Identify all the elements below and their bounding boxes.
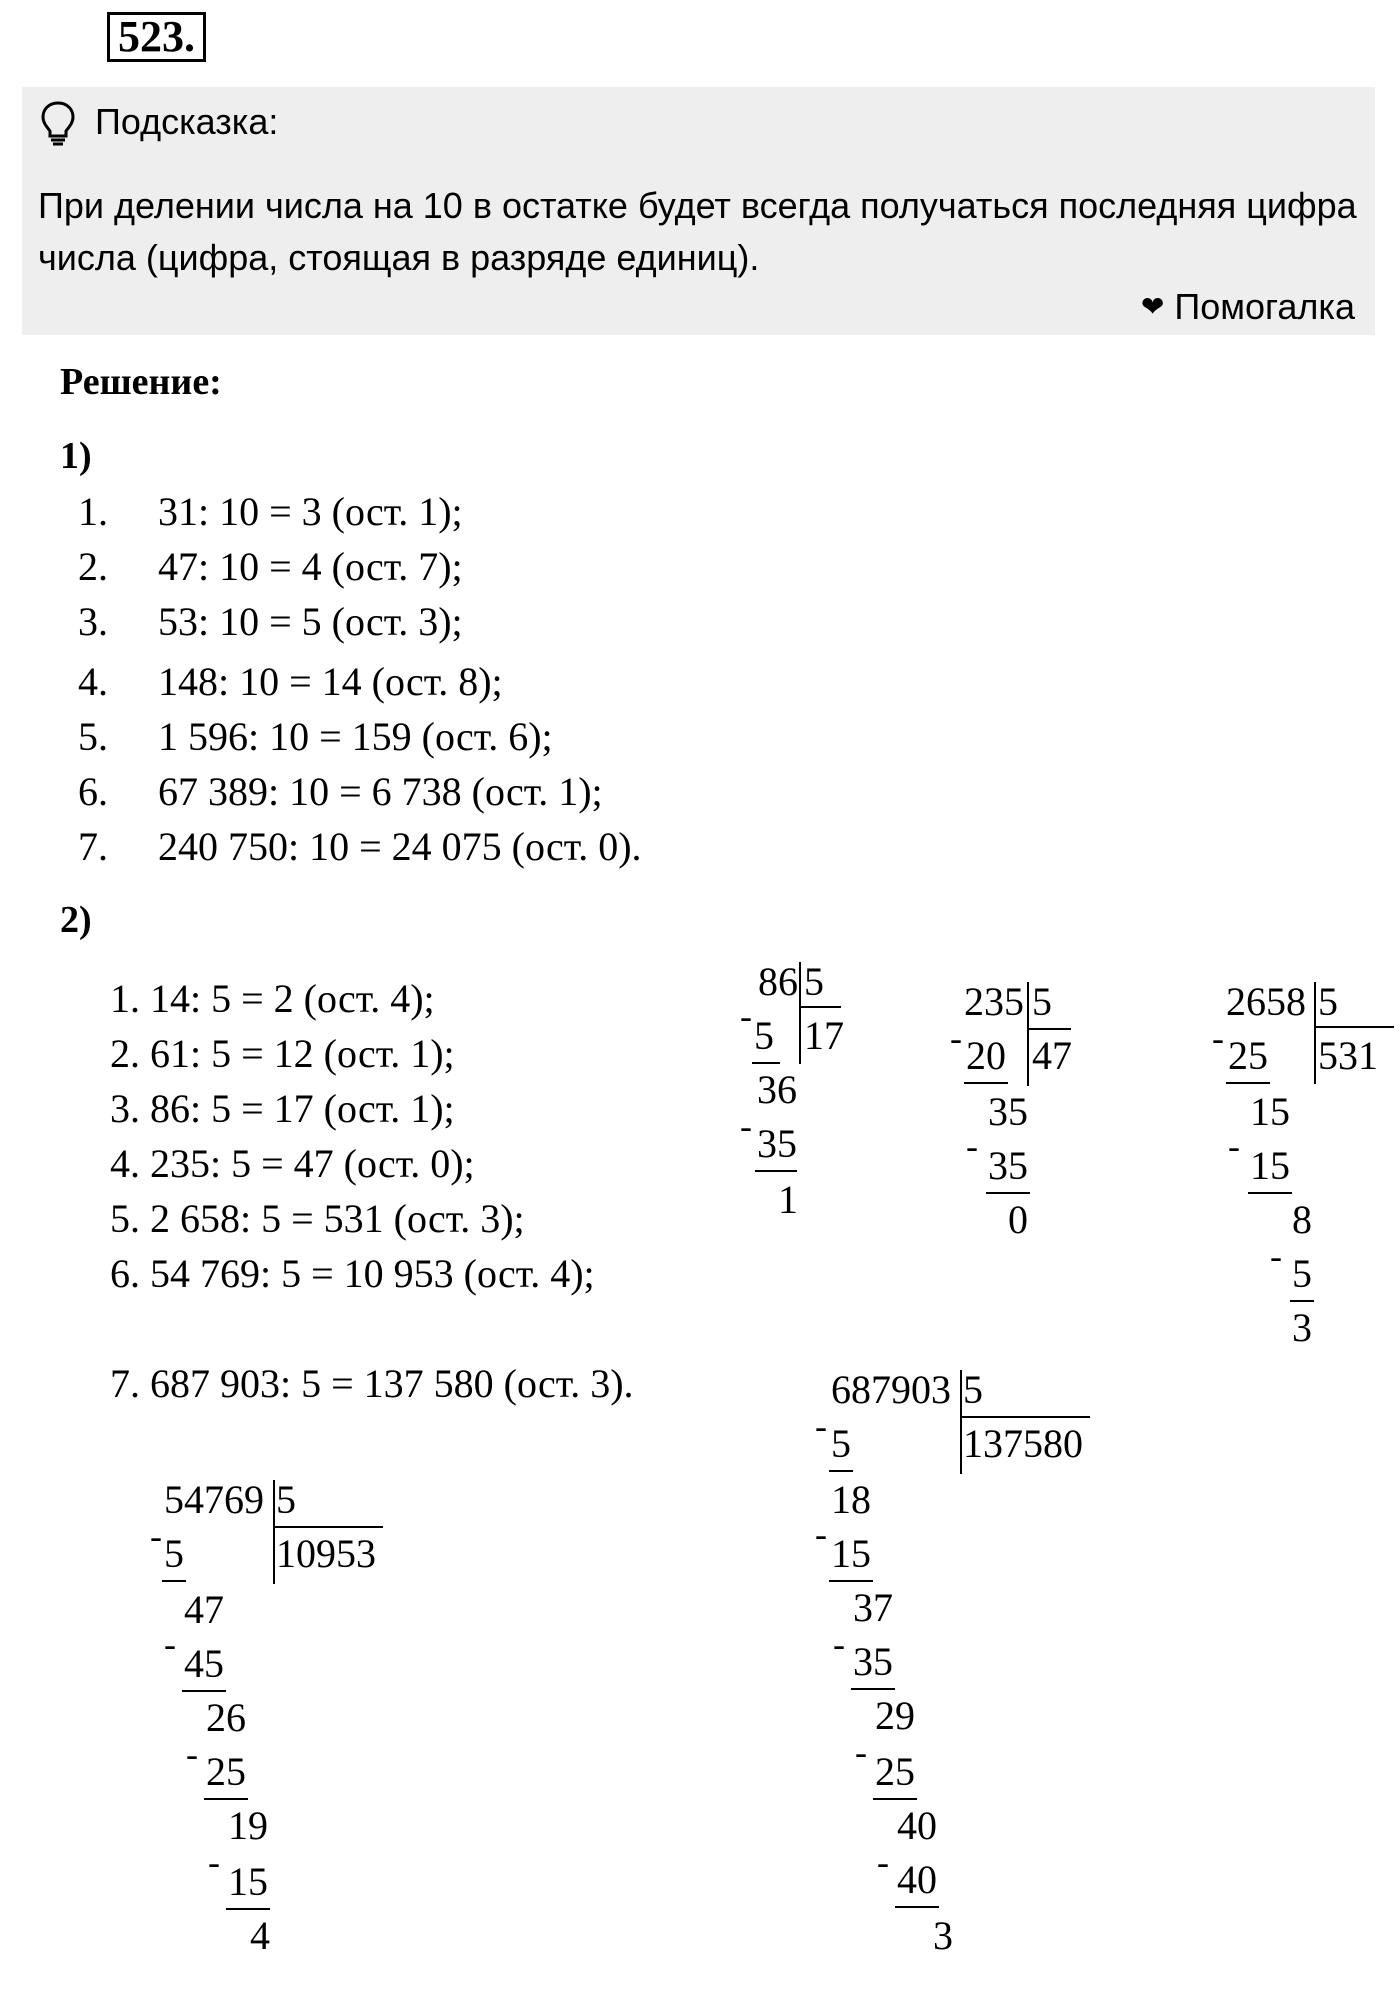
step: 5	[1292, 1251, 1312, 1296]
step-line	[1290, 1300, 1314, 1302]
minus-sign: -	[950, 1018, 962, 1058]
step: 35	[757, 1121, 797, 1166]
part2-eq: 7. 687 903: 5 = 137 580 (ост. 3).	[110, 1361, 634, 1406]
quotient: 47	[1032, 1033, 1072, 1078]
lightbulb-icon	[40, 100, 76, 146]
step-line	[755, 1170, 797, 1172]
part2-eq: 5. 2 658: 5 = 531 (ост. 3);	[110, 1196, 525, 1241]
quotient: 137580	[963, 1421, 1083, 1466]
quotient-line	[960, 1416, 1090, 1418]
hint-text: При делении числа на 10 в остатке будет всегда получаться последняя цифра числа (цифра, стоящая в разряде единиц).	[38, 185, 1357, 278]
division-bar	[273, 1480, 275, 1584]
step: 5	[164, 1531, 184, 1576]
minus-sign: -	[815, 1406, 827, 1446]
step-line	[829, 1470, 853, 1472]
quotient-line	[1027, 1028, 1071, 1030]
minus-sign: -	[815, 1514, 827, 1554]
dividend: 235	[964, 979, 1024, 1024]
part2-eq: 2. 61: 5 = 12 (ост. 1);	[110, 1031, 455, 1076]
step-line	[964, 1082, 1008, 1084]
part1-num: 6.	[78, 769, 108, 814]
part1-eq: 47: 10 = 4 (ост. 7);	[158, 544, 463, 589]
divisor: 5	[276, 1477, 296, 1522]
brand-name: Помогалка	[1174, 286, 1355, 327]
remainder: 3	[933, 1913, 953, 1958]
step-line	[895, 1906, 939, 1908]
part2-label: 2)	[60, 899, 92, 941]
minus-sign: -	[966, 1126, 978, 1166]
step-line	[829, 1580, 873, 1582]
step: 47	[184, 1587, 224, 1632]
part1-num: 4.	[78, 659, 108, 704]
step: 15	[1250, 1143, 1290, 1188]
brand-label	[1141, 286, 1355, 328]
remainder: 0	[1008, 1197, 1028, 1242]
divisor: 5	[963, 1367, 983, 1412]
quotient: 531	[1318, 1033, 1378, 1078]
part1-num: 2.	[78, 544, 108, 589]
step: 40	[897, 1857, 937, 1902]
division-bar	[1314, 982, 1316, 1084]
quotient-line	[1314, 1026, 1394, 1028]
step-line	[752, 1062, 780, 1064]
remainder: 3	[1292, 1305, 1312, 1350]
minus-sign: -	[1212, 1018, 1224, 1058]
step-line	[986, 1192, 1030, 1194]
minus-sign: -	[740, 1106, 752, 1146]
solution-title: Решение:	[60, 361, 222, 403]
step: 20	[966, 1033, 1006, 1078]
step-line	[1248, 1192, 1292, 1194]
minus-sign: -	[208, 1842, 220, 1882]
remainder: 4	[250, 1913, 270, 1958]
step: 37	[853, 1585, 893, 1630]
part1-num: 1.	[78, 489, 108, 534]
minus-sign: -	[877, 1842, 889, 1882]
step: 15	[228, 1859, 268, 1904]
step: 35	[988, 1143, 1028, 1188]
part1-eq: 67 389: 10 = 6 738 (ост. 1);	[158, 769, 603, 814]
minus-sign: -	[1228, 1126, 1240, 1166]
task-number: 523.	[107, 12, 206, 62]
step-line	[162, 1580, 186, 1582]
step: 29	[875, 1693, 915, 1738]
step: 15	[831, 1531, 871, 1576]
part1-label: 1)	[60, 435, 92, 477]
step: 25	[875, 1749, 915, 1794]
part2-eq: 1. 14: 5 = 2 (ост. 4);	[110, 976, 435, 1021]
divisor: 5	[1032, 979, 1052, 1024]
step: 36	[757, 1067, 797, 1112]
part2-eq: 3. 86: 5 = 17 (ост. 1);	[110, 1086, 455, 1131]
part2-eq: 4. 235: 5 = 47 (ост. 0);	[110, 1141, 475, 1186]
quotient: 10953	[276, 1531, 376, 1576]
step: 25	[1228, 1033, 1268, 1078]
step: 45	[184, 1641, 224, 1686]
part2-eq: 6. 54 769: 5 = 10 953 (ост. 4);	[110, 1251, 595, 1296]
minus-sign: -	[855, 1732, 867, 1772]
part1-eq: 240 750: 10 = 24 075 (ост. 0).	[158, 824, 642, 869]
minus-sign: -	[186, 1734, 198, 1774]
dividend: 687903	[831, 1367, 951, 1412]
heart-icon: ❤	[1140, 291, 1165, 322]
step: 5	[754, 1013, 774, 1058]
minus-sign: -	[1270, 1236, 1282, 1276]
part1-eq: 53: 10 = 5 (ост. 3);	[158, 599, 463, 644]
remainder: 1	[778, 1177, 798, 1222]
step: 19	[228, 1803, 268, 1848]
step: 18	[831, 1477, 871, 1522]
part1-num: 3.	[78, 599, 108, 644]
quotient-line	[799, 1006, 841, 1008]
minus-sign: -	[740, 996, 752, 1036]
step: 8	[1292, 1197, 1312, 1242]
division-bar	[1027, 982, 1029, 1086]
step-line	[1226, 1082, 1270, 1084]
part1-eq: 31: 10 = 3 (ост. 1);	[158, 489, 463, 534]
dividend: 2658	[1226, 979, 1306, 1024]
part1-eq: 1 596: 10 = 159 (ост. 6);	[158, 714, 553, 759]
step-line	[182, 1690, 226, 1692]
division-bar	[960, 1370, 962, 1474]
step-line	[226, 1908, 270, 1910]
division-bar	[799, 962, 801, 1064]
quotient: 17	[804, 1013, 844, 1058]
dividend: 54769	[164, 1477, 264, 1522]
step-line	[204, 1798, 248, 1800]
step: 26	[206, 1695, 246, 1740]
minus-sign: -	[833, 1624, 845, 1664]
dividend: 86	[758, 959, 798, 1004]
step: 40	[897, 1803, 937, 1848]
step: 5	[831, 1421, 851, 1466]
divisor: 5	[804, 959, 824, 1004]
step-line	[873, 1798, 917, 1800]
step: 35	[988, 1089, 1028, 1134]
part1-eq: 148: 10 = 14 (ост. 8);	[158, 659, 503, 704]
part1-num: 7.	[78, 824, 108, 869]
divisor: 5	[1318, 979, 1338, 1024]
step-line	[851, 1688, 895, 1690]
step: 25	[206, 1749, 246, 1794]
hint-title: Подсказка:	[95, 101, 279, 142]
part1-num: 5.	[78, 714, 108, 759]
quotient-line	[273, 1526, 383, 1528]
minus-sign: -	[164, 1624, 176, 1664]
minus-sign: -	[150, 1516, 162, 1556]
step: 15	[1250, 1089, 1290, 1134]
step: 35	[853, 1639, 893, 1684]
